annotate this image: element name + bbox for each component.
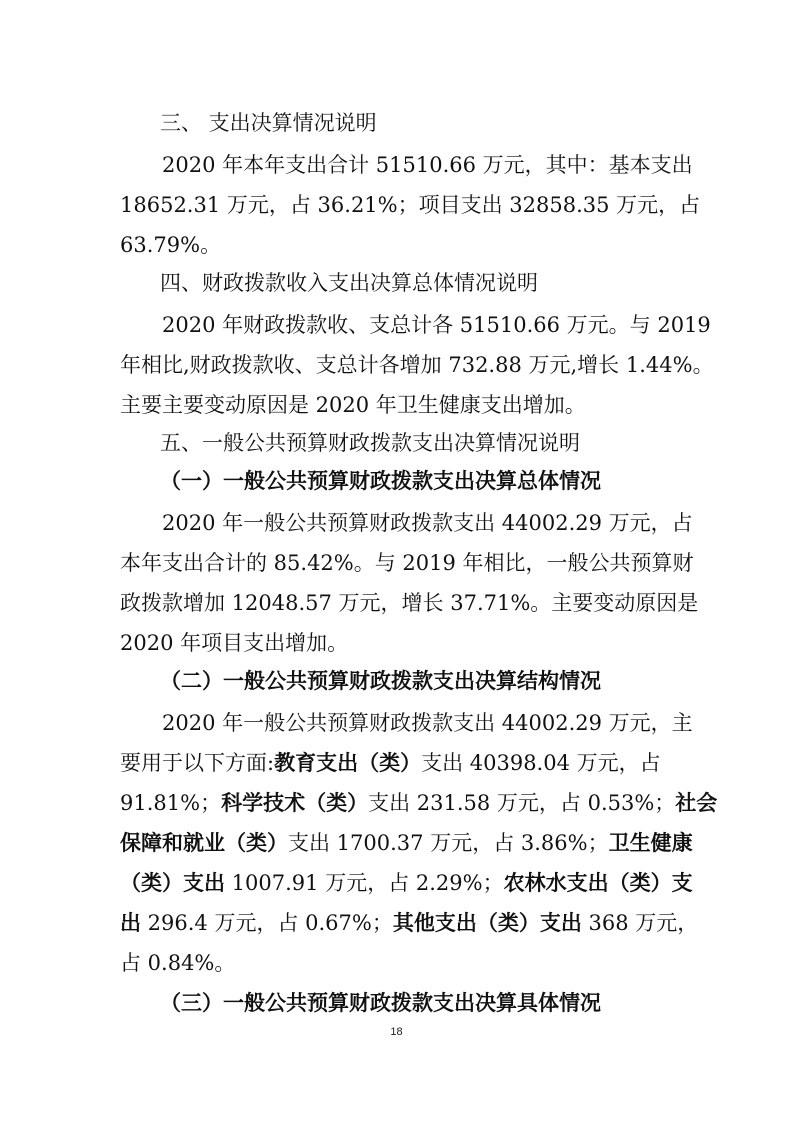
text-run: 368 万元， <box>581 911 699 935</box>
text-run: 296.4 万元，占 0.67%； <box>141 911 393 935</box>
category-label: 科学技术（类） <box>221 791 369 815</box>
paragraph-line: 年相比,财政拨款收、支总计各增加 732.88 万元,增长 1.44%。 <box>120 353 714 377</box>
section-5-heading: 五、一般公共预算财政拨款支出决算情况说明 <box>160 431 580 455</box>
text-run: 支出 1700.37 万元，占 3.86%； <box>288 831 609 855</box>
paragraph-line <box>0 868 793 898</box>
subsection-2-heading: （二）一般公共预算财政拨款支出决算结构情况 <box>160 669 601 693</box>
category-label: 教育支出（类） <box>274 751 422 775</box>
paragraph-line <box>0 908 793 938</box>
paragraph-line: 主要主要变动原因是 2020 年卫生健康支出增加。 <box>120 393 586 417</box>
paragraph-line: 2020 年财政拨款收、支总计各 51510.66 万元。与 2019 <box>162 313 711 337</box>
text-run: 要用于以下方面: <box>120 751 275 775</box>
paragraph-line: 2020 年项目支出增加。 <box>120 631 349 655</box>
section-3-heading: 三、 支出决算情况说明 <box>160 111 377 135</box>
paragraph-line: 2020 年本年支出合计 51510.66 万元，其中：基本支出 <box>162 153 693 177</box>
paragraph-line <box>0 748 793 778</box>
page-number: 18 <box>390 1026 403 1038</box>
paragraph-line: 18652.31 万元，占 36.21%；项目支出 32858.35 万元，占 <box>120 193 701 217</box>
paragraph-line: 政拨款增加 12048.57 万元，增长 37.71%。主要变动原因是 <box>120 591 699 615</box>
category-label: 出 <box>120 911 141 935</box>
paragraph-line: 2020 年一般公共预算财政拨款支出 44002.29 万元，主 <box>162 711 693 735</box>
section-4-heading: 四、财政拨款收入支出决算总体情况说明 <box>160 271 538 295</box>
subsection-1-heading: （一）一般公共预算财政拨款支出决算总体情况 <box>160 469 601 493</box>
category-label: 农林水支出（类）支 <box>503 871 693 895</box>
paragraph-line: 本年支出合计的 85.42%。与 2019 年相比，一般公共预算财 <box>120 551 694 575</box>
category-label: 其他支出（类）支出 <box>392 911 582 935</box>
text-run: 1007.91 万元，占 2.29%； <box>225 871 504 895</box>
category-label: 卫生健康 <box>608 831 693 855</box>
paragraph-line: 2020 年一般公共预算财政拨款支出 44002.29 万元，占 <box>162 511 693 535</box>
paragraph-line <box>0 828 793 858</box>
paragraph-line: 63.79%。 <box>120 233 222 257</box>
paragraph-line <box>0 788 793 818</box>
text-run: 支出 40398.04 万元，占 <box>421 751 661 775</box>
category-label: （类）支出 <box>120 871 225 895</box>
subsection-3-heading: （三）一般公共预算财政拨款支出决算具体情况 <box>160 991 601 1015</box>
text-run: 支出 231.58 万元，占 0.53%； <box>368 791 676 815</box>
paragraph-line: 占 0.84%。 <box>120 951 236 975</box>
category-label: 保障和就业（类） <box>120 831 288 855</box>
text-run: 91.81%； <box>120 791 222 815</box>
category-label: 社会 <box>675 791 718 815</box>
